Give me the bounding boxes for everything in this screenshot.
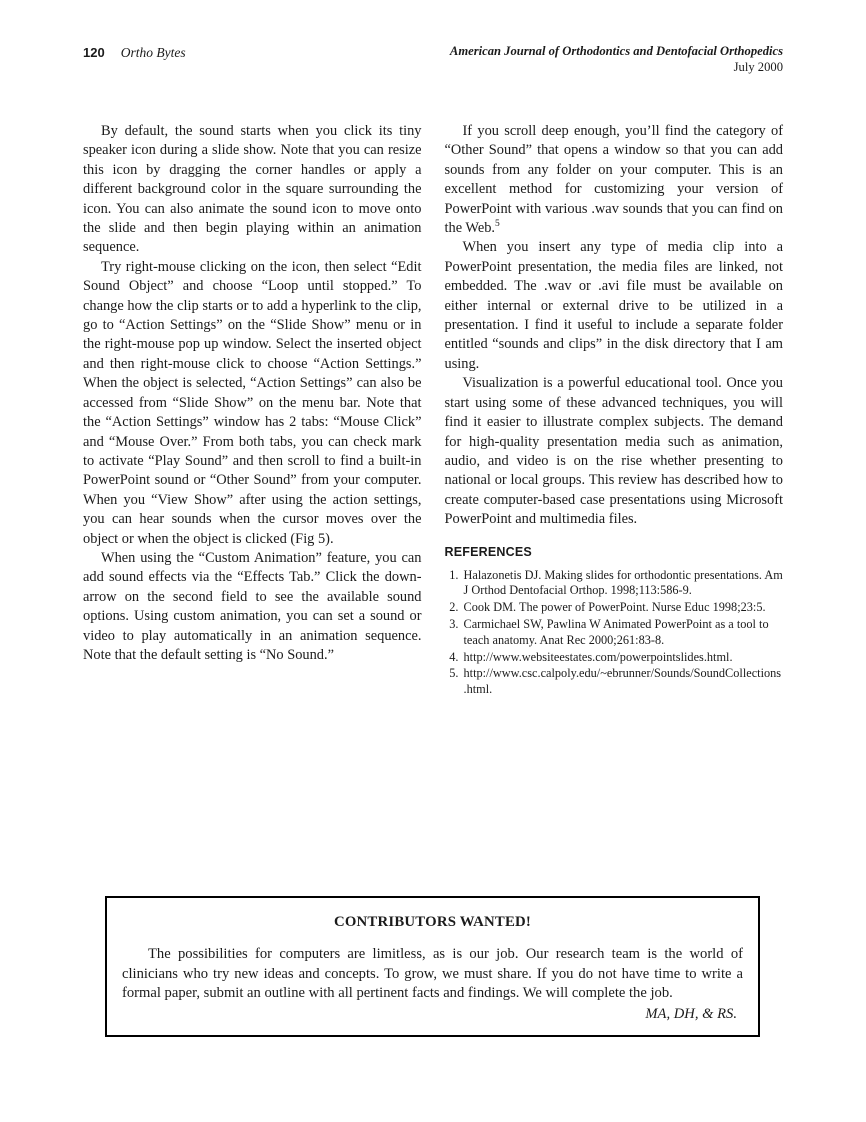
running-head <box>83 44 783 75</box>
reference-item: 1. Halazonetis DJ. Making slides for orthodontic presentations. Am J Orthod Dentofacial Orthop. 1998;113:586-9. <box>462 568 784 600</box>
body-paragraph: When you insert any type of media clip into a PowerPoint presentation, the media files are linked, not embedded. The .wav or .avi file must be available on either internal or external drive to be utilized in a presentation. I find it useful to include a separate folder entitled “sounds and clips” in the disk directory that I am using. <box>444 239 783 372</box>
left-column <box>83 122 422 699</box>
running-head-left <box>83 44 186 62</box>
paragraph-text: If you scroll deep enough, you’ll find the category of “Other Sound” that opens a window so that you can add sounds from any folder on your computer. This is an excellent method for customizing your version of PowerPoint with various .wav sounds that you can find on the Web. <box>444 123 783 237</box>
references-heading: REFERENCES <box>444 544 532 559</box>
body-paragraph: Try right-mouse clicking on the icon, then select “Edit Sound Object” and choose “Loop until stopped.” To change how the clip starts or to add a hyperlink to the clip, go to “Action Settings” on the “Slide Show” menu or in the right-mouse pop up window. Select the inserted object and then right-mouse click to choose “Action Settings.” When the object is selected, “Action Settings” can also be accessed from “Slide Show” on the menu bar. Note that the “Action Settings” window has 2 tabs: “Mouse Click” and “Mouse Over.” From both tabs, you can check mark to activate “Play Sound” and then scroll to find a built-in PowerPoint sound or “Other Sound” from your computer. When you “View Show” after using the action settings, you can hear sounds when the cursor moves over the object or when the object is clicked (Fig 5). <box>83 258 422 547</box>
reference-item: 4. http://www.websiteestates.com/powerpointslides.html. <box>462 650 784 666</box>
reference-item: 5. http://www.csc.calpoly.edu/~ebrunner/Sounds/SoundCollections.html. <box>462 666 784 698</box>
contributors-box-title: CONTRIBUTORS WANTED! <box>333 914 532 930</box>
issue-date: July 2000 <box>733 59 783 74</box>
contributors-box <box>105 896 760 1037</box>
references-list <box>445 568 784 698</box>
page-number: 120 <box>83 45 105 60</box>
body-paragraph: By default, the sound starts when you click its tiny speaker icon during a slide show. Note that you can resize this icon by dragging the corner handles or apply a different background color in the square surrounding the icon. You can also animate the sound icon to move onto the slide and then begin playing within an animation sequence. <box>83 123 422 256</box>
contributors-box-signature: MA, DH, & RS. <box>645 1005 737 1022</box>
body-paragraph: Visualization is a powerful educational tool. Once you start using some of these advanced techniques, you will find it easier to illustrate complex subjects. The demand for high-quality presentation media such as animation, audio, and video is on the rise whether presenting to national or local groups. This review has described how to create computer-based case presentations using Microsoft PowerPoint and multimedia files. <box>444 375 783 528</box>
contributors-box-body: The possibilities for computers are limitless, as is our job. Our research team is the world of clinicians who try new ideas and concepts. To grow, we must share. If you do not have time to write a formal paper, submit an outline with all pertinent facts and findings. We will complete the job. <box>122 946 743 1002</box>
article-body <box>83 122 783 699</box>
citation-superscript: 5 <box>495 219 500 230</box>
body-paragraph <box>445 122 784 238</box>
reference-item: 2. Cook DM. The power of PowerPoint. Nurse Educ 1998;23:5. <box>462 600 784 616</box>
running-head-right <box>450 44 783 75</box>
right-column <box>445 122 784 699</box>
section-title: Ortho Bytes <box>120 45 186 60</box>
reference-item: 3. Carmichael SW, Pawlina W Animated PowerPoint as a tool to teach anatomy. Anat Rec 2000;261:83-8. <box>462 617 784 649</box>
journal-title: American Journal of Orthodontics and Dentofacial Orthopedics <box>449 44 783 58</box>
body-paragraph: When using the “Custom Animation” feature, you can add sound effects via the “Effects Tab.” Click the down-arrow on the second field to see the available sound options. Using custom animation, you can set a sound or video to play automatically in an animation sequence. Note that the default setting is “No Sound.” <box>83 549 422 663</box>
